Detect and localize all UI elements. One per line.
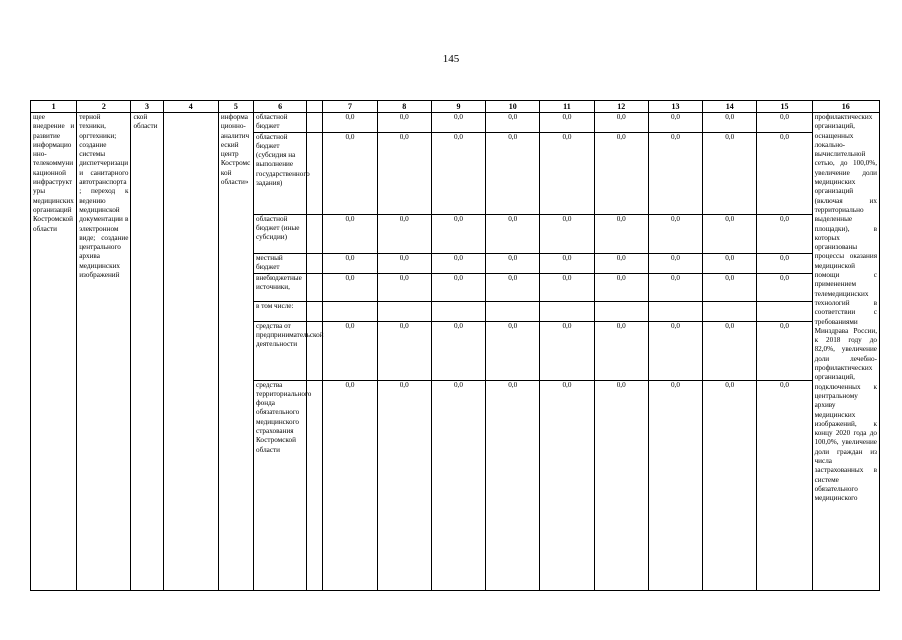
value-cell: 0,0 bbox=[486, 321, 540, 380]
value-cell: 0,0 bbox=[377, 321, 431, 380]
value-cell: 0,0 bbox=[377, 273, 431, 301]
header-cell: 6 bbox=[254, 101, 307, 113]
header-cell: 15 bbox=[757, 101, 812, 113]
header-cell: 11 bbox=[540, 101, 594, 113]
value-cell: 0,0 bbox=[703, 321, 757, 380]
value-cell: 0,0 bbox=[323, 113, 377, 133]
value-cell: 0,0 bbox=[377, 113, 431, 133]
value-cell: 0,0 bbox=[377, 132, 431, 214]
value-cell: 0,0 bbox=[323, 380, 377, 590]
spacer-cell bbox=[307, 214, 323, 253]
header-cell: 5 bbox=[218, 101, 253, 113]
value-cell: 0,0 bbox=[431, 132, 485, 214]
source-cell: внебюджетные источники, bbox=[254, 273, 307, 301]
value-cell: 0,0 bbox=[648, 253, 702, 273]
value-cell: 0,0 bbox=[486, 253, 540, 273]
spacer-cell bbox=[307, 253, 323, 273]
header-cell: 12 bbox=[594, 101, 648, 113]
value-cell: 0,0 bbox=[431, 273, 485, 301]
value-cell bbox=[757, 301, 812, 321]
source-cell: областной бюджет bbox=[254, 113, 307, 133]
value-cell: 0,0 bbox=[757, 132, 812, 214]
value-cell: 0,0 bbox=[757, 113, 812, 133]
value-cell: 0,0 bbox=[323, 273, 377, 301]
value-cell: 0,0 bbox=[323, 132, 377, 214]
spacer-cell bbox=[307, 301, 323, 321]
source-cell: областной бюджет (субсидия на выполнение государственного задания) bbox=[254, 132, 307, 214]
source-cell: средства от предпринимательской деятельности bbox=[254, 321, 307, 380]
value-cell: 0,0 bbox=[648, 113, 702, 133]
header-cell: 16 bbox=[812, 101, 879, 113]
header-cell: 1 bbox=[31, 101, 77, 113]
header-cell: 9 bbox=[431, 101, 485, 113]
empty-cell bbox=[163, 113, 218, 591]
value-cell: 0,0 bbox=[431, 113, 485, 133]
value-cell: 0,0 bbox=[431, 253, 485, 273]
value-cell: 0,0 bbox=[323, 253, 377, 273]
value-cell: 0,0 bbox=[431, 380, 485, 590]
value-cell bbox=[431, 301, 485, 321]
value-cell: 0,0 bbox=[540, 132, 594, 214]
value-cell: 0,0 bbox=[540, 253, 594, 273]
value-cell: 0,0 bbox=[540, 321, 594, 380]
value-cell: 0,0 bbox=[594, 214, 648, 253]
source-cell: местный бюджет bbox=[254, 253, 307, 273]
value-cell bbox=[323, 301, 377, 321]
value-cell: 0,0 bbox=[703, 273, 757, 301]
value-cell: 0,0 bbox=[540, 273, 594, 301]
source-cell: в том числе: bbox=[254, 301, 307, 321]
value-cell: 0,0 bbox=[377, 380, 431, 590]
spacer-cell bbox=[307, 273, 323, 301]
value-cell: 0,0 bbox=[703, 380, 757, 590]
header-cell: 13 bbox=[648, 101, 702, 113]
value-cell: 0,0 bbox=[540, 113, 594, 133]
budget-table bbox=[30, 100, 880, 591]
page-number: 145 bbox=[442, 53, 460, 65]
executor-cell: информационно-аналитический центр Костромской области» bbox=[218, 113, 253, 591]
header-cell: 7 bbox=[323, 101, 377, 113]
value-cell: 0,0 bbox=[431, 214, 485, 253]
value-cell: 0,0 bbox=[648, 380, 702, 590]
value-cell: 0,0 bbox=[323, 214, 377, 253]
value-cell: 0,0 bbox=[703, 132, 757, 214]
value-cell: 0,0 bbox=[757, 214, 812, 253]
value-cell: 0,0 bbox=[594, 253, 648, 273]
value-cell: 0,0 bbox=[594, 132, 648, 214]
value-cell: 0,0 bbox=[703, 253, 757, 273]
value-cell: 0,0 bbox=[757, 253, 812, 273]
value-cell: 0,0 bbox=[594, 113, 648, 133]
header-cell: 4 bbox=[163, 101, 218, 113]
header-cell: 3 bbox=[131, 101, 163, 113]
value-cell: 0,0 bbox=[594, 273, 648, 301]
value-cell: 0,0 bbox=[703, 113, 757, 133]
measure-name-cell: щее внедрение и развитие информационно-телекоммуникационной инфраструктуры медицинских организаций Костромской области bbox=[31, 113, 77, 591]
value-cell: 0,0 bbox=[377, 253, 431, 273]
value-cell bbox=[540, 301, 594, 321]
header-row bbox=[31, 101, 880, 113]
value-cell: 0,0 bbox=[377, 214, 431, 253]
table-row bbox=[31, 113, 880, 133]
value-cell: 0,0 bbox=[648, 273, 702, 301]
value-cell: 0,0 bbox=[757, 273, 812, 301]
value-cell: 0,0 bbox=[703, 214, 757, 253]
value-cell: 0,0 bbox=[594, 321, 648, 380]
spacer-cell bbox=[307, 380, 323, 590]
spacer-cell bbox=[307, 321, 323, 380]
value-cell bbox=[594, 301, 648, 321]
source-cell: средства территориального фонда обязательного медицинского страхования Костромской области bbox=[254, 380, 307, 590]
value-cell: 0,0 bbox=[486, 214, 540, 253]
value-cell: 0,0 bbox=[540, 214, 594, 253]
value-cell: 0,0 bbox=[486, 132, 540, 214]
value-cell bbox=[703, 301, 757, 321]
value-cell: 0,0 bbox=[648, 132, 702, 214]
value-cell: 0,0 bbox=[431, 321, 485, 380]
value-cell: 0,0 bbox=[486, 113, 540, 133]
value-cell: 0,0 bbox=[486, 380, 540, 590]
value-cell: 0,0 bbox=[540, 380, 594, 590]
value-cell: 0,0 bbox=[757, 321, 812, 380]
value-cell: 0,0 bbox=[648, 214, 702, 253]
value-cell bbox=[648, 301, 702, 321]
header-cell: 14 bbox=[703, 101, 757, 113]
header-cell: 10 bbox=[486, 101, 540, 113]
value-cell: 0,0 bbox=[648, 321, 702, 380]
source-cell: областной бюджет (иные субсидии) bbox=[254, 214, 307, 253]
header-cell bbox=[307, 101, 323, 113]
indicator-cell: профилактических организаций, оснащенных локально-вычислительной сетью, до 100,0%, увеличение доли медицинских организаций (включая их территориально выделенные площадки), в которых организованы процессы оказания медицинской помощи с применением телемедицинских технологий в соответствии с требованиями Минздрава России, к 2018 году до 82,0%, увеличение доли лечебно-профилактических организаций, подключенных к центральному архиву медицинских изображений, к концу 2020 года до 100,0%, увеличение доли граждан из числа застрахованных в системе обязательного медицинского bbox=[812, 113, 879, 591]
header-cell: 2 bbox=[77, 101, 131, 113]
value-cell: 0,0 bbox=[757, 380, 812, 590]
value-cell bbox=[377, 301, 431, 321]
value-cell: 0,0 bbox=[486, 273, 540, 301]
value-cell: 0,0 bbox=[323, 321, 377, 380]
value-cell: 0,0 bbox=[594, 380, 648, 590]
header-cell: 8 bbox=[377, 101, 431, 113]
value-cell bbox=[486, 301, 540, 321]
territory-cell: ской области bbox=[131, 113, 163, 591]
spacer-cell bbox=[307, 113, 323, 133]
measure-description-cell: терной техники, оргтехники; создание системы диспетчеризации санитарного автотранспорта; переход к ведению медицинской документации в электронном виде; создание центрального архива медицинских изображений bbox=[77, 113, 131, 591]
